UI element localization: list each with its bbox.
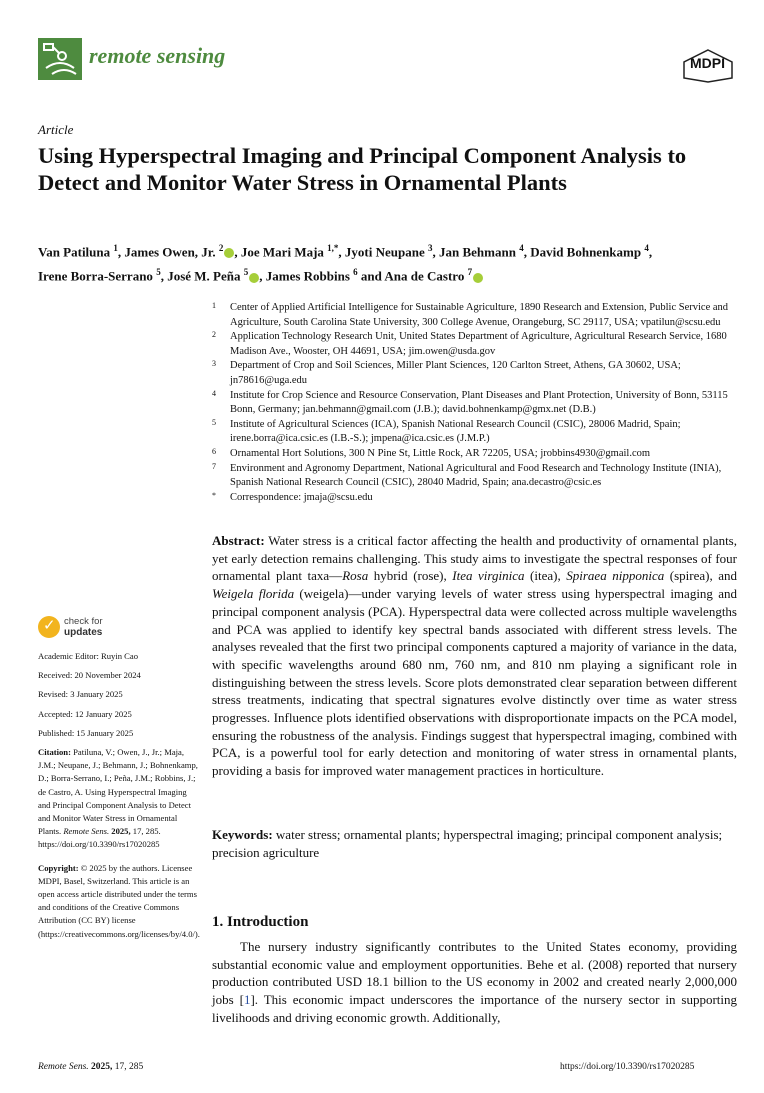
affiliation-item: 2 Application Technology Research Unit, United States Department of Agriculture, Agricultural Research Service, 1680 Madison Ave., Wooster, OH 44691, USA; jim.owen@usda.gov	[212, 330, 727, 357]
copyright-block: Copyright: © 2025 by the authors. Licensee MDPI, Basel, Switzerland. This article is an open access article distributed under the terms and conditions of the Creative Commons Attribution (CC BY) license (https://creativecommons.org/licenses/by/4.0/).	[38, 862, 200, 939]
abstract: Abstract: Water stress is a critical factor affecting the health and productivity of ornamental plants, yet early detection remains challenging. This study aims to investigate the spectral responses of four ornamental plant taxa—Rosa hybrid (rose), Itea virginica (itea), Spiraea nipponica (spirea), and Weigela florida (weigela)—under varying levels of water stress using hyperspectral imaging and principal component analysis (PCA). Hyperspectral data were collected across multiple wavelengths and PCA was applied to identify key spectral bands associated with different stress levels. The analyses revealed that the first two principal components captured a majority of variance in the data, with specific wavelengths around 680 nm, 760 nm, and 810 nm playing a significant role in distinguishing between the stress levels. Score plots demonstrated clear separation between different stress treatments, indicating that spectral signatures evolve distinctly over time as water stress progresses. Influence plots identified observations with disproportionate impacts on the PCA model, ensuring the robustness of the analysis. Findings suggest that hyperspectral imaging, combined with PCA, is a powerful tool for early detection and monitoring of water stress in ornamental plants, providing a basis for improved water management practices in horticulture.	[212, 533, 738, 779]
received-date: Received: 20 November 2024	[38, 670, 141, 681]
author-line-2: Irene Borra-Serrano $^5$, José M. Peña $^5$ , James Robbins $^6$ and Ana de Castro $^7$	[38, 262, 738, 286]
paper-title: Using Hyperspectral Imaging and Principal Component Analysis to Detect and Monitor Water Stress in Ornamental Plants	[38, 143, 687, 195]
affiliation-item: 1 Center of Applied Artificial Intelligence for Sustainable Agriculture, 1890 Research and Extension, Public Service and Agriculture, South Carolina State University, 300 College Avenue, Orangeburg, SC 29117, USA; vpatilun@scsu.edu	[212, 301, 729, 328]
intro-paragraph: The nursery industry significantly contributes to the United States economy, providing substantial economic value and employment opportunities. Behe et al. (2008) reported that nursery production contributed USD 18.1 billion to the US economy in 2002 and created nearly 2,000,000 jobs [1]. This economic impact underscores the importance of the nursery sector in supporting livelihoods and driving economic growth. Additionally,	[212, 939, 738, 1025]
affiliation-item: 7 Environment and Agronomy Department, National Agricultural and Food Research and Technology Institute (INIA), Spanish National Research Council (CSIC), 28040 Madrid, Spain; ana.decastro@csic.es	[212, 461, 722, 489]
accepted-date: Accepted: 12 January 2025	[38, 708, 132, 719]
affiliation-item: 4 Institute for Crop Science and Resource Conservation, Plant Diseases and Plant Protection, University of Bonn, 53115 Bonn, Germany; jan.behmann@gmail.com (J.B.); david.bohnenkamp@gmx.net (D.B.)	[212, 388, 728, 416]
journal-logo	[38, 38, 82, 80]
affiliations	[212, 301, 742, 505]
journal-name[interactable]: remote sensing	[89, 43, 226, 68]
footer-citation: Remote Sens. 2025, 17, 285	[38, 1062, 144, 1072]
orcid-icon[interactable]	[249, 273, 259, 283]
check-updates-label[interactable]: check for	[64, 616, 103, 627]
citation-link[interactable]: 1	[243, 992, 251, 1008]
author-list	[38, 238, 738, 287]
satellite-icon	[38, 38, 82, 80]
footer-doi-link[interactable]: https://doi.org/10.3390/rs17020285	[560, 1062, 695, 1072]
author-line-1: Van Patiluna $^1$, James Owen, Jr. $^2$ , Joe Mari Maja $^{1,*}$, Jyoti Neupane $^3$, Jan Behmann $^4$, David Bohnenkamp $^4$,	[38, 243, 653, 260]
affiliation-item: 3 Department of Crop and Soil Sciences, Miller Plant Sciences, 120 Carlton Street, Athens, GA 30602, USA; jn78616@uga.edu	[212, 359, 681, 386]
keywords: Keywords: water stress; ornamental plants; hyperspectral imaging; principal component analysis; precision agriculture	[212, 827, 723, 860]
abstract-label: Abstract:	[212, 533, 265, 548]
orcid-icon[interactable]	[473, 273, 483, 283]
affiliation-item: 5 Institute of Agricultural Sciences (ICA), Spanish National Research Council (CSIC), 28006 Madrid, Spain; irene.borra@ica.csic.es (I.B.-S.); jmpena@ica.csic.es (J.M.P.)	[212, 417, 681, 445]
check-updates-label-bold[interactable]: updates	[64, 627, 103, 638]
published-date: Published: 15 January 2025	[38, 727, 134, 738]
article-type: Article	[38, 122, 74, 137]
publisher-name: MDPI	[690, 55, 725, 71]
correspondence: * Correspondence: jmaja@scsu.edu	[212, 490, 373, 503]
orcid-icon[interactable]	[224, 248, 234, 258]
sidebar-info	[38, 650, 198, 941]
checkmark-icon: ✓	[43, 616, 56, 634]
citation-block: Citation: Patiluna, V.; Owen, J., Jr.; Maja, J.M.; Neupane, J.; Behmann, J.; Bohnenkamp, D.; Borra-Serrano, I.; Peña, J.M.; Robbins, J.; de Castro, A. Using Hyperspectral Imaging and Principal Component Analysis to Detect and Monitor Water Stress in Ornamental Plants. Remote Sens. 2025, 17, 285. https://doi.org/10.3390/rs17020285	[38, 747, 198, 850]
section-heading: 1. Introduction	[212, 914, 309, 930]
academic-editor: Academic Editor: Ruyin Cao	[38, 651, 138, 661]
revised-date: Revised: 3 January 2025	[38, 689, 123, 700]
affiliation-item: 6 Ornamental Hort Solutions, 300 N Pine St, Little Rock, AR 72205, USA; jrobbins4930@gmail.com	[212, 446, 651, 459]
keywords-label: Keywords:	[212, 827, 273, 842]
